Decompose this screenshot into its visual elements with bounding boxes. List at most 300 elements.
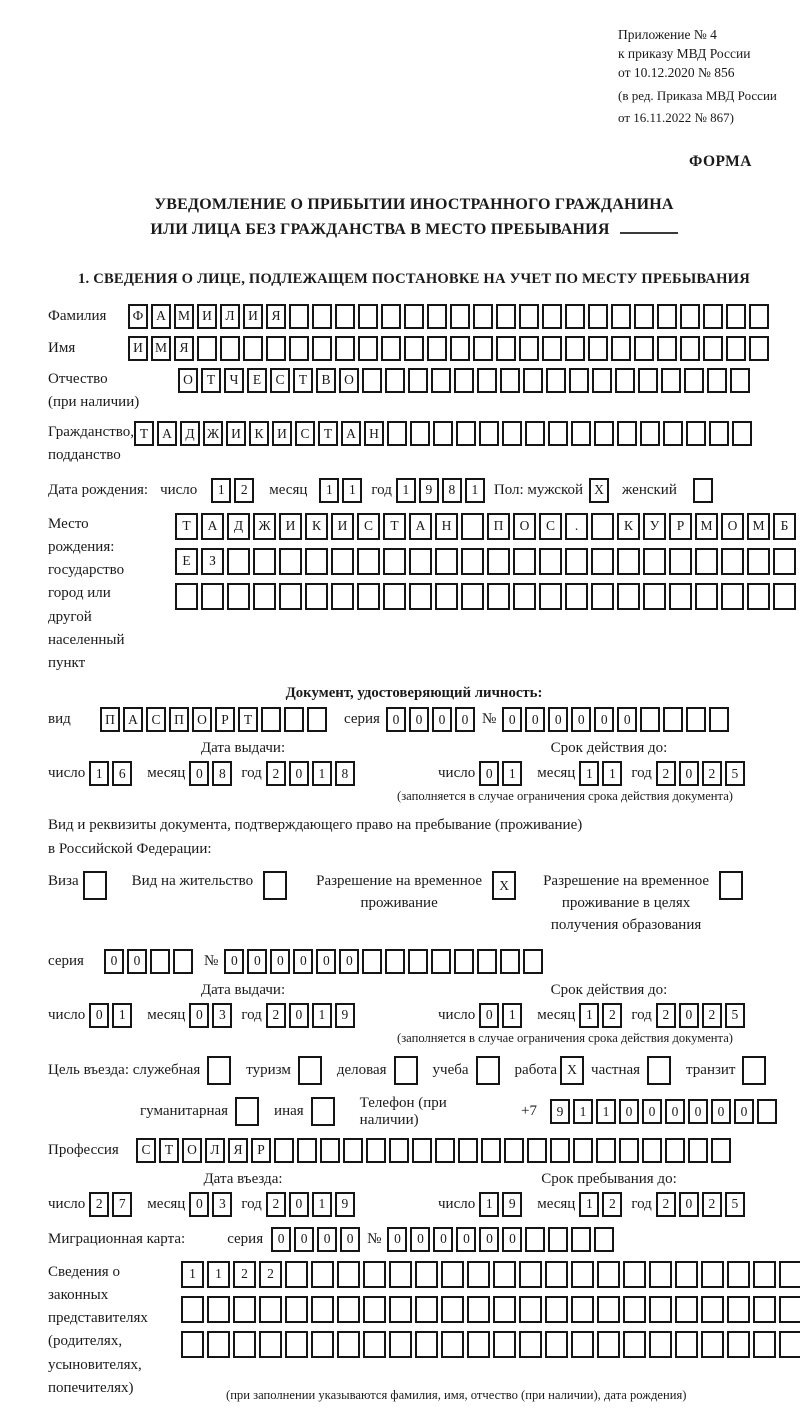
- char-cell[interactable]: 0: [711, 1099, 731, 1124]
- char-cell[interactable]: [525, 1227, 545, 1252]
- char-cell[interactable]: Т: [201, 368, 221, 393]
- char-cell[interactable]: [617, 421, 637, 446]
- char-cell[interactable]: 1: [579, 1192, 599, 1217]
- char-cell[interactable]: А: [409, 513, 432, 540]
- char-cell[interactable]: 2: [233, 1261, 256, 1288]
- char-cell[interactable]: [477, 949, 497, 974]
- char-cell[interactable]: [640, 707, 660, 732]
- char-cell[interactable]: Я: [174, 336, 194, 361]
- char-cell[interactable]: [279, 548, 302, 575]
- char-cell[interactable]: З: [201, 548, 224, 575]
- char-cell[interactable]: С: [136, 1138, 156, 1163]
- char-cell[interactable]: [649, 1261, 672, 1288]
- char-cell[interactable]: [285, 1296, 308, 1323]
- char-cell[interactable]: [381, 304, 401, 329]
- char-cell[interactable]: [363, 1331, 386, 1358]
- char-cell[interactable]: 2: [89, 1192, 109, 1217]
- char-cell[interactable]: Л: [205, 1138, 225, 1163]
- char-cell[interactable]: [649, 1296, 672, 1323]
- char-cell[interactable]: 1: [502, 761, 522, 786]
- char-cell[interactable]: [493, 1331, 516, 1358]
- char-cell[interactable]: [649, 1331, 672, 1358]
- char-cell[interactable]: 0: [479, 1003, 499, 1028]
- char-cell[interactable]: [479, 421, 499, 446]
- char-cell[interactable]: 8: [335, 761, 355, 786]
- char-cell[interactable]: [467, 1261, 490, 1288]
- char-cell[interactable]: [197, 336, 217, 361]
- char-cell[interactable]: [181, 1296, 204, 1323]
- char-cell[interactable]: [450, 304, 470, 329]
- char-cell[interactable]: [435, 583, 458, 610]
- char-cell[interactable]: [727, 1296, 750, 1323]
- char-cell[interactable]: [591, 513, 614, 540]
- char-cell[interactable]: [502, 421, 522, 446]
- char-cell[interactable]: [565, 336, 585, 361]
- char-cell[interactable]: 0: [571, 707, 591, 732]
- char-cell[interactable]: [548, 421, 568, 446]
- char-cell[interactable]: [415, 1331, 438, 1358]
- char-cell[interactable]: [675, 1261, 698, 1288]
- char-cell[interactable]: [680, 336, 700, 361]
- char-cell[interactable]: [640, 421, 660, 446]
- char-cell[interactable]: [571, 421, 591, 446]
- char-cell[interactable]: [496, 336, 516, 361]
- char-cell[interactable]: 0: [679, 1192, 699, 1217]
- char-cell[interactable]: 1: [181, 1261, 204, 1288]
- char-cell[interactable]: [701, 1296, 724, 1323]
- char-cell[interactable]: [481, 1138, 501, 1163]
- char-cell[interactable]: К: [617, 513, 640, 540]
- char-cell[interactable]: [305, 583, 328, 610]
- char-cell[interactable]: [312, 304, 332, 329]
- char-cell[interactable]: [753, 1261, 776, 1288]
- char-cell[interactable]: [542, 304, 562, 329]
- char-cell[interactable]: Я: [266, 304, 286, 329]
- char-cell[interactable]: [150, 949, 170, 974]
- char-cell[interactable]: Т: [134, 421, 154, 446]
- char-cell[interactable]: 2: [656, 1192, 676, 1217]
- char-cell[interactable]: [408, 949, 428, 974]
- char-cell[interactable]: [617, 548, 640, 575]
- char-cell[interactable]: 1: [465, 478, 485, 503]
- char-cell[interactable]: [757, 1099, 777, 1124]
- char-cell[interactable]: [476, 1056, 500, 1085]
- char-cell[interactable]: 1: [596, 1099, 616, 1124]
- char-cell[interactable]: [779, 1296, 800, 1323]
- char-cell[interactable]: [594, 421, 614, 446]
- char-cell[interactable]: [707, 368, 727, 393]
- char-cell[interactable]: [311, 1296, 334, 1323]
- char-cell[interactable]: [409, 583, 432, 610]
- char-cell[interactable]: 0: [289, 1192, 309, 1217]
- char-cell[interactable]: [394, 1056, 418, 1085]
- char-cell[interactable]: [669, 548, 692, 575]
- char-cell[interactable]: О: [192, 707, 212, 732]
- char-cell[interactable]: [665, 1138, 685, 1163]
- char-cell[interactable]: [412, 1138, 432, 1163]
- char-cell[interactable]: [591, 548, 614, 575]
- char-cell[interactable]: [220, 336, 240, 361]
- char-cell[interactable]: И: [279, 513, 302, 540]
- char-cell[interactable]: 2: [656, 1003, 676, 1028]
- char-cell[interactable]: [571, 1331, 594, 1358]
- char-cell[interactable]: 1: [312, 1192, 332, 1217]
- char-cell[interactable]: [588, 304, 608, 329]
- char-cell[interactable]: [311, 1097, 335, 1126]
- char-cell[interactable]: [657, 336, 677, 361]
- char-cell[interactable]: [266, 336, 286, 361]
- char-cell[interactable]: [773, 548, 796, 575]
- char-cell[interactable]: 1: [112, 1003, 132, 1028]
- char-cell[interactable]: 6: [112, 761, 132, 786]
- char-cell[interactable]: 3: [212, 1003, 232, 1028]
- char-cell[interactable]: [634, 336, 654, 361]
- char-cell[interactable]: [450, 336, 470, 361]
- char-cell[interactable]: [456, 421, 476, 446]
- char-cell[interactable]: [688, 1138, 708, 1163]
- char-cell[interactable]: [773, 583, 796, 610]
- char-cell[interactable]: Л: [220, 304, 240, 329]
- char-cell[interactable]: 0: [317, 1227, 337, 1252]
- char-cell[interactable]: 2: [259, 1261, 282, 1288]
- char-cell[interactable]: 9: [550, 1099, 570, 1124]
- char-cell[interactable]: С: [146, 707, 166, 732]
- char-cell[interactable]: [467, 1331, 490, 1358]
- char-cell[interactable]: 0: [89, 1003, 109, 1028]
- char-cell[interactable]: Я: [228, 1138, 248, 1163]
- char-cell[interactable]: А: [151, 304, 171, 329]
- char-cell[interactable]: [454, 949, 474, 974]
- char-cell[interactable]: [173, 949, 193, 974]
- char-cell[interactable]: [305, 548, 328, 575]
- char-cell[interactable]: 0: [387, 1227, 407, 1252]
- char-cell[interactable]: [279, 583, 302, 610]
- char-cell[interactable]: [363, 1296, 386, 1323]
- char-cell[interactable]: [441, 1261, 464, 1288]
- char-cell[interactable]: [742, 1056, 766, 1085]
- char-cell[interactable]: [611, 304, 631, 329]
- char-cell[interactable]: [634, 304, 654, 329]
- char-cell[interactable]: 2: [702, 761, 722, 786]
- char-cell[interactable]: [571, 1261, 594, 1288]
- char-cell[interactable]: Е: [247, 368, 267, 393]
- char-cell[interactable]: [519, 1296, 542, 1323]
- char-cell[interactable]: [285, 1331, 308, 1358]
- char-cell[interactable]: [643, 548, 666, 575]
- char-cell[interactable]: 1: [602, 761, 622, 786]
- char-cell[interactable]: [357, 583, 380, 610]
- char-cell[interactable]: [663, 707, 683, 732]
- char-cell[interactable]: 5: [725, 761, 745, 786]
- char-cell[interactable]: 0: [679, 761, 699, 786]
- char-cell[interactable]: [467, 1296, 490, 1323]
- char-cell[interactable]: О: [182, 1138, 202, 1163]
- char-cell[interactable]: [285, 1261, 308, 1288]
- char-cell[interactable]: [381, 336, 401, 361]
- char-cell[interactable]: [431, 949, 451, 974]
- char-cell[interactable]: И: [243, 304, 263, 329]
- char-cell[interactable]: Т: [318, 421, 338, 446]
- char-cell[interactable]: [461, 548, 484, 575]
- char-cell[interactable]: 1: [207, 1261, 230, 1288]
- char-cell[interactable]: [661, 368, 681, 393]
- char-cell[interactable]: 0: [502, 1227, 522, 1252]
- char-cell[interactable]: [259, 1296, 282, 1323]
- char-cell[interactable]: 0: [479, 761, 499, 786]
- char-cell[interactable]: 0: [409, 707, 429, 732]
- char-cell[interactable]: [548, 1227, 568, 1252]
- char-cell[interactable]: [385, 949, 405, 974]
- char-cell[interactable]: [435, 548, 458, 575]
- char-cell[interactable]: [409, 548, 432, 575]
- char-cell[interactable]: [337, 1331, 360, 1358]
- char-cell[interactable]: [546, 368, 566, 393]
- char-cell[interactable]: [545, 1296, 568, 1323]
- char-cell[interactable]: [358, 304, 378, 329]
- char-cell[interactable]: [207, 1331, 230, 1358]
- char-cell[interactable]: Т: [293, 368, 313, 393]
- char-cell[interactable]: [331, 548, 354, 575]
- char-cell[interactable]: [207, 1056, 231, 1085]
- char-cell[interactable]: [337, 1296, 360, 1323]
- char-cell[interactable]: 2: [656, 761, 676, 786]
- char-cell[interactable]: Т: [383, 513, 406, 540]
- char-cell[interactable]: [619, 1138, 639, 1163]
- char-cell[interactable]: [433, 421, 453, 446]
- char-cell[interactable]: А: [123, 707, 143, 732]
- char-cell[interactable]: 1: [211, 478, 231, 503]
- char-cell[interactable]: [695, 548, 718, 575]
- char-cell[interactable]: [623, 1261, 646, 1288]
- char-cell[interactable]: 0: [127, 949, 147, 974]
- char-cell[interactable]: [477, 368, 497, 393]
- char-cell[interactable]: X: [560, 1056, 584, 1085]
- char-cell[interactable]: 0: [679, 1003, 699, 1028]
- char-cell[interactable]: М: [151, 336, 171, 361]
- char-cell[interactable]: 1: [396, 478, 416, 503]
- char-cell[interactable]: И: [226, 421, 246, 446]
- char-cell[interactable]: 1: [342, 478, 362, 503]
- char-cell[interactable]: [669, 583, 692, 610]
- char-cell[interactable]: [749, 336, 769, 361]
- char-cell[interactable]: [415, 1261, 438, 1288]
- char-cell[interactable]: [500, 949, 520, 974]
- char-cell[interactable]: 0: [433, 1227, 453, 1252]
- char-cell[interactable]: [331, 583, 354, 610]
- char-cell[interactable]: 0: [189, 1192, 209, 1217]
- char-cell[interactable]: [312, 336, 332, 361]
- char-cell[interactable]: [458, 1138, 478, 1163]
- char-cell[interactable]: [362, 949, 382, 974]
- char-cell[interactable]: [358, 336, 378, 361]
- char-cell[interactable]: [227, 548, 250, 575]
- char-cell[interactable]: 1: [89, 761, 109, 786]
- char-cell[interactable]: [261, 707, 281, 732]
- char-cell[interactable]: [385, 368, 405, 393]
- char-cell[interactable]: [410, 421, 430, 446]
- char-cell[interactable]: [366, 1138, 386, 1163]
- char-cell[interactable]: [461, 583, 484, 610]
- char-cell[interactable]: [686, 707, 706, 732]
- char-cell[interactable]: [588, 336, 608, 361]
- char-cell[interactable]: П: [487, 513, 510, 540]
- char-cell[interactable]: [362, 368, 382, 393]
- char-cell[interactable]: 0: [432, 707, 452, 732]
- char-cell[interactable]: [383, 583, 406, 610]
- char-cell[interactable]: [519, 336, 539, 361]
- char-cell[interactable]: [389, 1138, 409, 1163]
- char-cell[interactable]: П: [100, 707, 120, 732]
- char-cell[interactable]: [307, 707, 327, 732]
- char-cell[interactable]: 0: [340, 1227, 360, 1252]
- char-cell[interactable]: К: [305, 513, 328, 540]
- char-cell[interactable]: [289, 336, 309, 361]
- char-cell[interactable]: [730, 368, 750, 393]
- char-cell[interactable]: [454, 368, 474, 393]
- char-cell[interactable]: [695, 583, 718, 610]
- char-cell[interactable]: [408, 368, 428, 393]
- char-cell[interactable]: 9: [335, 1192, 355, 1217]
- char-cell[interactable]: 1: [319, 478, 339, 503]
- char-cell[interactable]: О: [339, 368, 359, 393]
- char-cell[interactable]: [721, 583, 744, 610]
- char-cell[interactable]: 0: [479, 1227, 499, 1252]
- char-cell[interactable]: [389, 1331, 412, 1358]
- char-cell[interactable]: [643, 583, 666, 610]
- char-cell[interactable]: 0: [502, 707, 522, 732]
- char-cell[interactable]: С: [539, 513, 562, 540]
- char-cell[interactable]: 0: [289, 761, 309, 786]
- char-cell[interactable]: [274, 1138, 294, 1163]
- char-cell[interactable]: 5: [725, 1003, 745, 1028]
- char-cell[interactable]: [523, 949, 543, 974]
- char-cell[interactable]: 7: [112, 1192, 132, 1217]
- char-cell[interactable]: [427, 336, 447, 361]
- char-cell[interactable]: [550, 1138, 570, 1163]
- char-cell[interactable]: 0: [548, 707, 568, 732]
- char-cell[interactable]: [435, 1138, 455, 1163]
- char-cell[interactable]: [389, 1261, 412, 1288]
- char-cell[interactable]: [404, 336, 424, 361]
- char-cell[interactable]: 1: [312, 761, 332, 786]
- char-cell[interactable]: 3: [212, 1192, 232, 1217]
- char-cell[interactable]: [779, 1261, 800, 1288]
- char-cell[interactable]: 0: [271, 1227, 291, 1252]
- char-cell[interactable]: [727, 1331, 750, 1358]
- char-cell[interactable]: [591, 583, 614, 610]
- char-cell[interactable]: [335, 304, 355, 329]
- char-cell[interactable]: 0: [316, 949, 336, 974]
- char-cell[interactable]: [701, 1261, 724, 1288]
- char-cell[interactable]: [571, 1296, 594, 1323]
- char-cell[interactable]: 2: [266, 1003, 286, 1028]
- char-cell[interactable]: [311, 1261, 334, 1288]
- char-cell[interactable]: [427, 304, 447, 329]
- char-cell[interactable]: [545, 1331, 568, 1358]
- char-cell[interactable]: [726, 304, 746, 329]
- char-cell[interactable]: [623, 1296, 646, 1323]
- char-cell[interactable]: [363, 1261, 386, 1288]
- char-cell[interactable]: [181, 1331, 204, 1358]
- char-cell[interactable]: [500, 368, 520, 393]
- char-cell[interactable]: П: [169, 707, 189, 732]
- char-cell[interactable]: [779, 1331, 800, 1358]
- char-cell[interactable]: 9: [502, 1192, 522, 1217]
- char-cell[interactable]: 2: [602, 1192, 622, 1217]
- char-cell[interactable]: 0: [189, 1003, 209, 1028]
- char-cell[interactable]: О: [721, 513, 744, 540]
- char-cell[interactable]: 0: [386, 707, 406, 732]
- char-cell[interactable]: 0: [642, 1099, 662, 1124]
- char-cell[interactable]: М: [174, 304, 194, 329]
- char-cell[interactable]: [623, 1331, 646, 1358]
- char-cell[interactable]: [727, 1261, 750, 1288]
- char-cell[interactable]: [686, 421, 706, 446]
- char-cell[interactable]: [519, 304, 539, 329]
- char-cell[interactable]: [615, 368, 635, 393]
- char-cell[interactable]: [711, 1138, 731, 1163]
- char-cell[interactable]: [297, 1138, 317, 1163]
- char-cell[interactable]: 1: [579, 761, 599, 786]
- char-cell[interactable]: [389, 1296, 412, 1323]
- char-cell[interactable]: [441, 1331, 464, 1358]
- char-cell[interactable]: [487, 548, 510, 575]
- char-cell[interactable]: [233, 1296, 256, 1323]
- char-cell[interactable]: [404, 304, 424, 329]
- char-cell[interactable]: 0: [289, 1003, 309, 1028]
- char-cell[interactable]: [545, 1261, 568, 1288]
- char-cell[interactable]: [592, 368, 612, 393]
- char-cell[interactable]: [487, 583, 510, 610]
- char-cell[interactable]: [525, 421, 545, 446]
- char-cell[interactable]: 2: [234, 478, 254, 503]
- char-cell[interactable]: [473, 336, 493, 361]
- char-cell[interactable]: [721, 548, 744, 575]
- char-cell[interactable]: 0: [339, 949, 359, 974]
- char-cell[interactable]: [747, 548, 770, 575]
- char-cell[interactable]: [259, 1331, 282, 1358]
- char-cell[interactable]: [311, 1331, 334, 1358]
- char-cell[interactable]: [709, 421, 729, 446]
- char-cell[interactable]: .: [565, 513, 588, 540]
- char-cell[interactable]: 1: [502, 1003, 522, 1028]
- char-cell[interactable]: [523, 368, 543, 393]
- char-cell[interactable]: 0: [688, 1099, 708, 1124]
- char-cell[interactable]: М: [747, 513, 770, 540]
- char-cell[interactable]: 0: [594, 707, 614, 732]
- char-cell[interactable]: Т: [159, 1138, 179, 1163]
- char-cell[interactable]: 0: [189, 761, 209, 786]
- char-cell[interactable]: [337, 1261, 360, 1288]
- char-cell[interactable]: [726, 336, 746, 361]
- char-cell[interactable]: [253, 548, 276, 575]
- char-cell[interactable]: [703, 304, 723, 329]
- char-cell[interactable]: 0: [525, 707, 545, 732]
- char-cell[interactable]: 9: [419, 478, 439, 503]
- char-cell[interactable]: [573, 1138, 593, 1163]
- char-cell[interactable]: О: [513, 513, 536, 540]
- char-cell[interactable]: [703, 336, 723, 361]
- char-cell[interactable]: [594, 1227, 614, 1252]
- char-cell[interactable]: [565, 583, 588, 610]
- char-cell[interactable]: И: [197, 304, 217, 329]
- char-cell[interactable]: 0: [270, 949, 290, 974]
- char-cell[interactable]: [298, 1056, 322, 1085]
- char-cell[interactable]: С: [270, 368, 290, 393]
- char-cell[interactable]: [461, 513, 484, 540]
- char-cell[interactable]: Е: [175, 548, 198, 575]
- char-cell[interactable]: Ж: [253, 513, 276, 540]
